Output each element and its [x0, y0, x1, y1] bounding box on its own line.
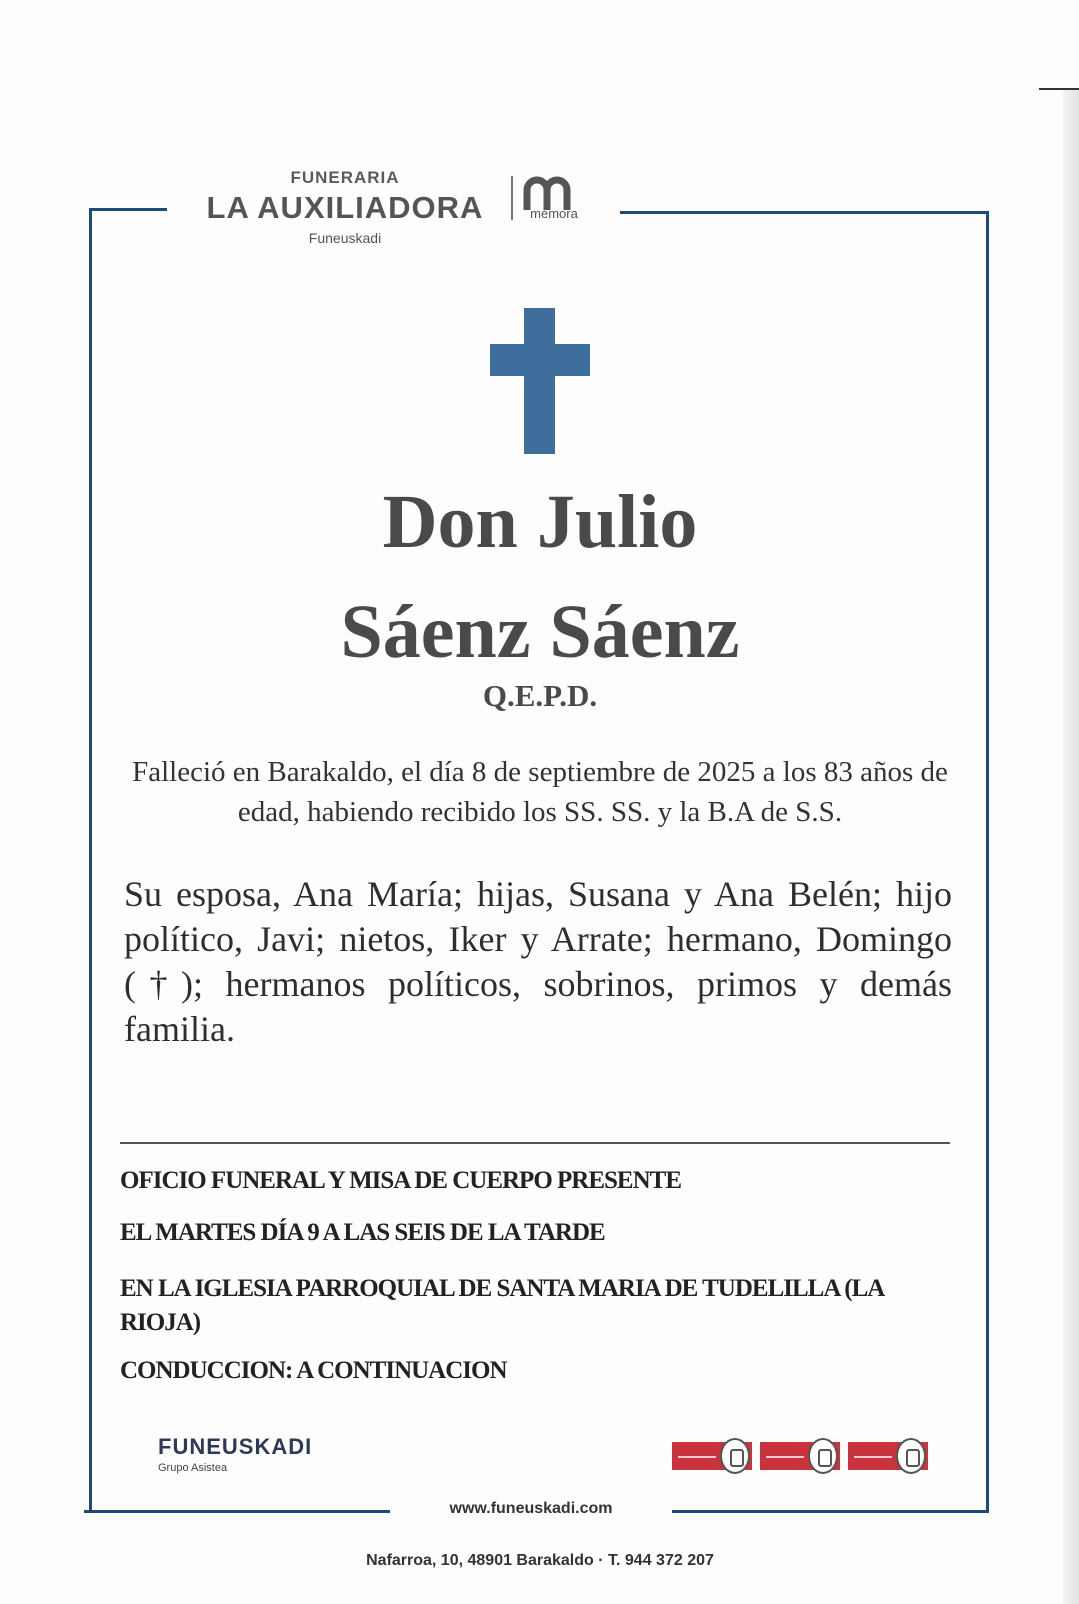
frame-bottom-right — [672, 1510, 989, 1513]
certification-badge-icon — [848, 1440, 928, 1474]
service-line-4: CONDUCCION: A CONTINUACION — [120, 1357, 507, 1384]
cross-icon — [490, 308, 590, 454]
service-line-2: EL MARTES DÍA 9 A LAS SEIS DE LA TARDE — [120, 1219, 605, 1246]
frame-left — [89, 208, 92, 1513]
deceased-name-line2: Sáenz Sáenz — [340, 590, 740, 674]
death-notice: Falleció en Barakaldo, el día 8 de septiembre de 2025 a los 83 años de edad, habiendo recibido los SS. SS. y la B.A de S.S. — [132, 756, 948, 828]
deceased-name-line1: Don Julio — [382, 480, 698, 564]
memora-logo-icon — [523, 176, 583, 210]
funeraria-logo — [190, 168, 600, 254]
certification-badges — [672, 1440, 928, 1476]
logo-divider — [511, 176, 513, 220]
service-line-1: OFICIO FUNERAL Y MISA DE CUERPO PRESENTE — [120, 1167, 682, 1194]
funeuskadi-subtitle: Grupo Asistea — [158, 1462, 228, 1474]
logo-sub-text: Funeuskadi — [308, 230, 382, 246]
frame-right — [986, 211, 989, 1513]
qepd-label: Q.E.P.D. — [482, 678, 598, 713]
paper-edge — [1063, 90, 1079, 1604]
frame-top-right — [620, 211, 989, 214]
certification-badge-icon — [672, 1440, 752, 1474]
family-list: Su esposa, Ana María; hijas, Susana y Ana Belén; hijo político, Javi; nietos, Iker y Arrate; hermano, Domingo (†); hermanos políticos, sobrinos, primos y demás familia. — [124, 874, 952, 1049]
separator-line — [120, 1142, 950, 1144]
logo-main-text: LA AUXILIADORA — [206, 190, 484, 225]
footer-address: Nafarroa, 10, 48901 Barakaldo · T. 944 372 207 — [366, 1552, 714, 1569]
frame-bottom-left — [84, 1510, 390, 1513]
website-link[interactable]: www.funeuskadi.com — [449, 1500, 613, 1517]
logo-top-text: FUNERARIA — [290, 168, 400, 187]
cross-vertical-bar — [524, 308, 555, 454]
paper-edge-line — [1039, 88, 1079, 90]
service-line-3: EN LA IGLESIA PARROQUIAL DE SANTA MARIA DE TUDELILLA (LA RIOJA) — [120, 1275, 883, 1336]
funeuskadi-logo: FUNEUSKADI — [158, 1434, 313, 1459]
memora-logo-text: mémora — [530, 206, 578, 221]
cross-horizontal-bar — [490, 344, 590, 376]
certification-badge-icon — [760, 1440, 840, 1474]
frame-top-left — [89, 208, 167, 211]
